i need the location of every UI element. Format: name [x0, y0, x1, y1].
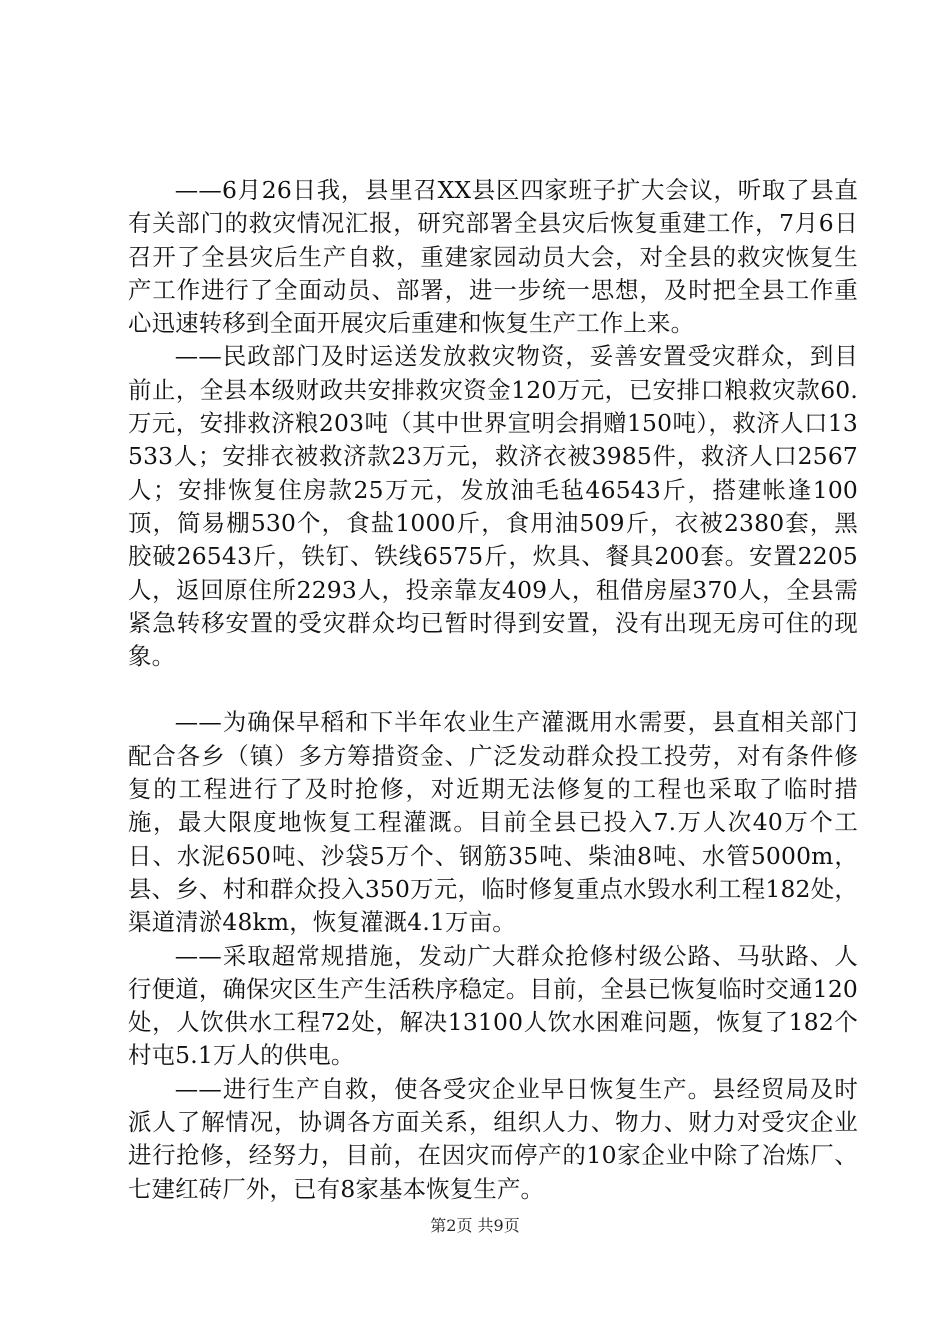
document-body — [128, 174, 858, 1206]
paragraph-road-water-power: ——采取超常规措施，发动广大群众抢修村级公路、马驮路、人行便道，确保灾区生产生活秩序稳定。目前，全县已恢复临时交通120处，人饮供水工程72处，解决13100人饮水困难问题，恢复了182个村屯5.1万人的供电。 — [128, 941, 858, 1070]
paragraph-civil-affairs-relief: ——民政部门及时运送发放救灾物资，妥善安置受灾群众，到目前止，全县本级财政共安排救灾资金120万元，已安排口粮救灾款60.万元，安排救济粮203吨（其中世界宣明会捐赠150吨），救济人口13533人；安排衣被救济款23万元，救济衣被3985件，救济人口2567人；安排恢复住房款25万元，发放油毛毡46543斤，搭建帐逢100顶，简易棚530个，食盐1000斤，食用油509斤，衣被2380套，黑胶破26543斤，铁钉、铁线6575斤，炊具、餐具200套。安置2205人，返回原住所2293人，投亲靠友409人，租借房屋370人，全县需紧急转移安置的受灾群众均已暂时得到安置，没有出现无房可住的现象。 — [128, 342, 858, 671]
paragraph-disaster-meeting: ——6月26日我，县里召XX县区四家班子扩大会议，听取了县直有关部门的救灾情况汇报，研究部署全县灾后恢复重建工作，7月6日召开了全县灾后生产自救，重建家园动员大会，对全县的救灾恢复生产工作进行了全面动员、部署，进一步统一思想，及时把全县工作重心迅速转移到全面开展灾后重建和恢复生产工作上来。 — [128, 176, 858, 338]
paragraph-irrigation-repair: ——为确保早稻和下半年农业生产灌溉用水需要，县直相关部门配合各乡（镇）多方筹措资金、广泛发动群众投工投劳，对有条件修复的工程进行了及时抢修，对近期无法修复的工程也采取了临时措施，最大限度地恢复工程灌溉。目前全县已投入7.万人次40万个工日、水泥650吨、沙袋5万个、钢筋35吨、柴油8吨、水管5000m，县、乡、村和群众投入350万元，临时修复重点水毁水利工程182处，渠道清淤48km，恢复灌溉4.1万亩。 — [128, 708, 858, 937]
page-number-footer: 第2页 共9页 — [430, 1216, 520, 1235]
paragraph-enterprise-recovery: ——进行生产自救，使各受灾企业早日恢复生产。县经贸局及时派人了解情况，协调各方面关系，组织人力、物力、财力对受灾企业进行抢修，经努力，目前，在因灾而停产的10家企业中除了冶炼厂、七建红砖厂外，已有8家基本恢复生产。 — [128, 1074, 858, 1203]
